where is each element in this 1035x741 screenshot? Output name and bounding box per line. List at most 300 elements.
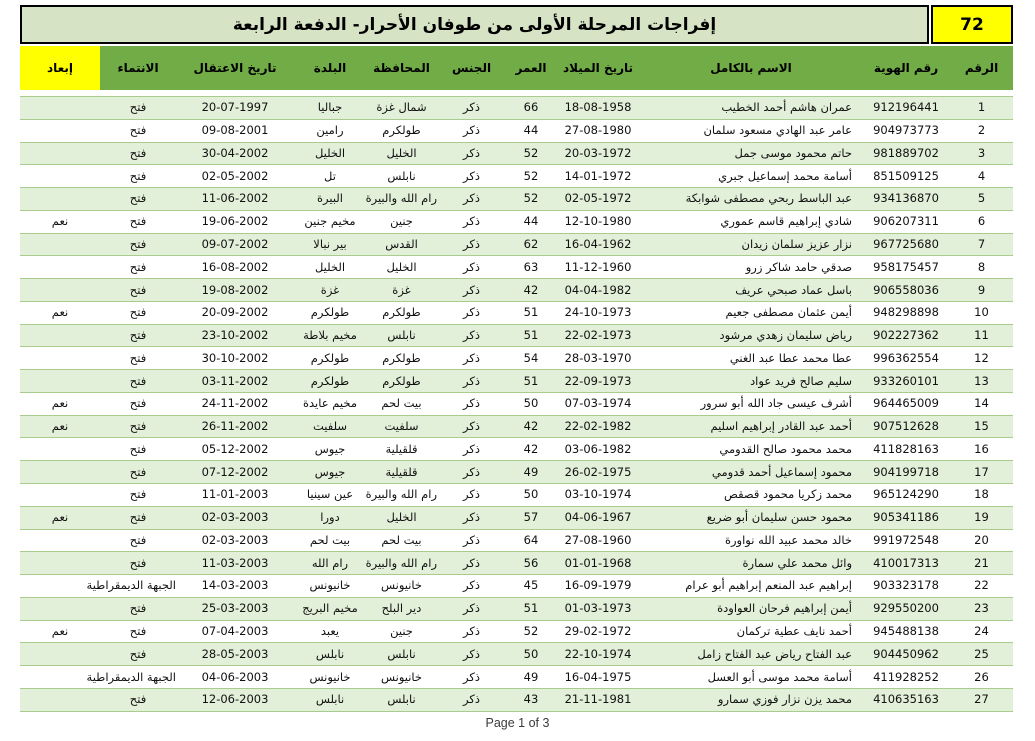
cell-age: 44 <box>523 123 539 138</box>
cell-town: مخيم بلاطة <box>303 328 357 343</box>
cell-num: 9 <box>977 282 986 297</box>
cell-gender: ذكر <box>463 236 480 251</box>
table-row <box>20 211 1013 234</box>
cell-town: مخيم جنين <box>304 214 356 229</box>
cell-town: البيرة <box>316 191 343 206</box>
cell-governorate: رام الله والبيرة <box>365 555 437 570</box>
cell-num: 24 <box>974 623 989 638</box>
cell-gender: ذكر <box>463 601 480 616</box>
table-row <box>20 666 1013 689</box>
cell-deport: نعم <box>51 396 69 411</box>
cell-gender: ذكر <box>463 555 480 570</box>
cell-num: 3 <box>977 145 986 160</box>
table-row <box>20 302 1013 325</box>
cell-governorate: خانيونس <box>380 669 423 684</box>
cell-id: 967725680 <box>873 236 939 251</box>
table-row <box>20 188 1013 211</box>
cell-governorate: بيت لحم <box>381 396 422 411</box>
cell-affiliation: فتح <box>129 441 147 456</box>
cell-num: 4 <box>977 168 986 183</box>
cell-affiliation: فتح <box>129 305 147 320</box>
cell-age: 42 <box>523 282 539 297</box>
cell-num: 26 <box>974 669 989 684</box>
table-row <box>20 97 1013 120</box>
cell-arrest: 02-03-2003 <box>201 510 269 525</box>
table-row <box>20 507 1013 530</box>
cell-arrest: 05-12-2002 <box>201 441 269 456</box>
cell-name: أسامة محمد إسماعيل جبري <box>718 168 852 183</box>
cell-affiliation: فتح <box>129 396 147 411</box>
page-title: إفراجات المرحلة الأولى من طوفان الأحرار- الدفعة الرابعة <box>20 5 929 44</box>
cell-age: 42 <box>523 441 539 456</box>
cell-id: 411828163 <box>873 441 939 456</box>
cell-arrest: 23-10-2002 <box>201 328 269 343</box>
cell-affiliation: فتح <box>129 328 147 343</box>
cell-governorate: قلقيلية <box>385 464 418 479</box>
cell-arrest: 14-03-2003 <box>201 578 269 593</box>
cell-governorate: بيت لحم <box>381 532 422 547</box>
cell-id: 906558036 <box>873 282 939 297</box>
cell-deport: نعم <box>51 510 69 525</box>
cell-name: أيمن عثمان مصطفى جعيم <box>725 305 852 320</box>
cell-num: 19 <box>974 510 989 525</box>
cell-dob: 07-03-1974 <box>564 396 632 411</box>
cell-name: وائل محمد علي سمارة <box>742 555 852 570</box>
table-row <box>20 165 1013 188</box>
cell-town: سلفيت <box>312 419 348 434</box>
cell-affiliation: الجبهة الديمقراطية <box>86 578 176 593</box>
cell-governorate: شمال غزة <box>376 100 427 115</box>
cell-age: 52 <box>523 191 539 206</box>
cell-arrest: 24-11-2002 <box>201 396 269 411</box>
cell-num: 20 <box>974 532 989 547</box>
cell-arrest: 28-05-2003 <box>201 646 269 661</box>
cell-affiliation: فتح <box>129 168 147 183</box>
cell-deport: نعم <box>51 305 69 320</box>
cell-age: 44 <box>523 214 539 229</box>
cell-age: 51 <box>523 373 539 388</box>
cell-gender: ذكر <box>463 510 480 525</box>
cell-age: 50 <box>523 396 539 411</box>
cell-id: 411928252 <box>873 669 939 684</box>
cell-gender: ذكر <box>463 259 480 274</box>
cell-governorate: جنين <box>390 623 413 638</box>
cell-num: 12 <box>974 350 989 365</box>
cell-governorate: نابلس <box>387 646 416 661</box>
cell-affiliation: فتح <box>129 145 147 160</box>
cell-town: مخيم عايدة <box>303 396 357 411</box>
column-header-governorate: المحافظة <box>373 61 430 75</box>
cell-affiliation: فتح <box>129 646 147 661</box>
cell-town: رامين <box>316 123 344 138</box>
cell-governorate: الخليل <box>386 510 417 525</box>
cell-governorate: خانيونس <box>380 578 423 593</box>
cell-town: الخليل <box>314 259 346 274</box>
cell-dob: 21-11-1981 <box>564 692 632 707</box>
cell-affiliation: فتح <box>129 123 147 138</box>
cell-id: 958175457 <box>873 259 939 274</box>
cell-governorate: دير البلح <box>381 601 422 616</box>
cell-age: 43 <box>523 692 539 707</box>
column-header-age: العمر <box>515 61 547 75</box>
cell-town: خانيونس <box>309 578 351 593</box>
cell-arrest: 03-11-2002 <box>201 373 269 388</box>
cell-governorate: طولكرم <box>382 350 421 365</box>
cell-num: 18 <box>974 487 989 502</box>
cell-gender: ذكر <box>463 396 480 411</box>
cell-town: جيوس <box>314 464 346 479</box>
column-header-deport: إبعاد <box>20 46 100 90</box>
table-row <box>20 393 1013 416</box>
cell-dob: 22-02-1973 <box>564 328 632 343</box>
cell-affiliation: فتح <box>129 236 147 251</box>
cell-id: 964465009 <box>873 396 939 411</box>
cell-age: 52 <box>523 168 539 183</box>
cell-num: 14 <box>974 396 989 411</box>
cell-name: شادي إبراهيم قاسم عموري <box>720 214 852 229</box>
cell-gender: ذكر <box>463 532 480 547</box>
cell-name: حاتم محمود موسى جمل <box>734 145 852 160</box>
cell-id: 410635163 <box>873 692 939 707</box>
cell-affiliation: فتح <box>129 623 147 638</box>
cell-dob: 22-10-1974 <box>564 646 632 661</box>
cell-arrest: 30-04-2002 <box>201 145 269 160</box>
cell-age: 52 <box>523 623 539 638</box>
cell-age: 64 <box>523 532 539 547</box>
column-header-affiliation: الانتماء <box>117 61 159 75</box>
cell-id: 904450962 <box>873 646 939 661</box>
cell-affiliation: الجبهة الديمقراطية <box>86 669 176 684</box>
cell-arrest: 25-03-2003 <box>201 601 269 616</box>
table-row <box>20 416 1013 439</box>
cell-town: رام الله <box>311 555 349 570</box>
cell-town: عين سينيا <box>306 487 354 502</box>
cell-dob: 12-10-1980 <box>564 214 632 229</box>
cell-age: 54 <box>523 350 539 365</box>
cell-name: صدقي حامد شاكر زرو <box>745 259 852 274</box>
cell-deport: نعم <box>51 623 69 638</box>
cell-governorate: طولكرم <box>382 123 421 138</box>
cell-dob: 16-04-1975 <box>564 669 632 684</box>
cell-town: جباليا <box>317 100 343 115</box>
cell-dob: 18-08-1958 <box>564 100 632 115</box>
cell-name: عمران هاشم أحمد الخطيب <box>721 100 852 115</box>
cell-arrest: 09-07-2002 <box>201 236 269 251</box>
cell-name: باسل عماد صبحي عريف <box>735 282 852 297</box>
cell-gender: ذكر <box>463 692 480 707</box>
cell-affiliation: فتح <box>129 692 147 707</box>
table-row <box>20 347 1013 370</box>
cell-gender: ذكر <box>463 373 480 388</box>
cell-gender: ذكر <box>463 282 480 297</box>
cell-id: 945488138 <box>873 623 939 638</box>
cell-arrest: 20-07-1997 <box>201 100 269 115</box>
table-row <box>20 530 1013 553</box>
cell-name: عطا محمد عطا عبد الغني <box>729 350 852 365</box>
cell-town: طولكرم <box>310 305 350 320</box>
cell-name: أشرف عيسى جاد الله أبو سرور <box>700 396 852 411</box>
cell-num: 25 <box>974 646 989 661</box>
cell-governorate: رام الله والبيرة <box>365 191 437 206</box>
cell-gender: ذكر <box>463 623 480 638</box>
cell-affiliation: فتح <box>129 214 147 229</box>
cell-num: 16 <box>974 441 989 456</box>
cell-num: 11 <box>974 328 989 343</box>
cell-id: 410017313 <box>873 555 939 570</box>
cell-gender: ذكر <box>463 191 480 206</box>
cell-age: 66 <box>523 100 539 115</box>
cell-dob: 26-02-1975 <box>564 464 632 479</box>
cell-affiliation: فتح <box>129 259 147 274</box>
cell-gender: ذكر <box>463 441 480 456</box>
cell-dob: 03-06-1982 <box>564 441 632 456</box>
cell-dob: 04-06-1967 <box>564 510 632 525</box>
cell-id: 907512628 <box>873 419 939 434</box>
cell-num: 8 <box>977 259 986 274</box>
column-header-arrest: تاريخ الاعتقال <box>193 61 277 75</box>
table-row <box>20 438 1013 461</box>
cell-arrest: 20-09-2002 <box>201 305 269 320</box>
cell-arrest: 09-08-2001 <box>201 123 269 138</box>
cell-num: 15 <box>974 419 989 434</box>
column-header-name: الاسم بالكامل <box>710 61 792 75</box>
table-row <box>20 234 1013 257</box>
cell-id: 948298898 <box>873 305 939 320</box>
cell-arrest: 02-05-2002 <box>201 168 269 183</box>
cell-dob: 03-10-1974 <box>564 487 632 502</box>
cell-id: 991972548 <box>873 532 939 547</box>
cell-town: مخيم البريج <box>302 601 358 616</box>
cell-town: دورا <box>320 510 340 525</box>
cell-gender: ذكر <box>463 123 480 138</box>
cell-governorate: قلقيلية <box>385 441 418 456</box>
column-header-dob: تاريخ الميلاد <box>562 61 634 75</box>
cell-id: 934136870 <box>873 191 939 206</box>
cell-town: خانيونس <box>309 669 351 684</box>
column-header-id: رقم الهوية <box>873 61 939 75</box>
cell-affiliation: فتح <box>129 191 147 206</box>
cell-name: رياض سليمان زهدي مرشود <box>719 328 852 343</box>
count-badge: 72 <box>931 5 1013 44</box>
cell-town: بيت لحم <box>309 532 351 547</box>
cell-arrest: 07-12-2002 <box>201 464 269 479</box>
cell-town: نابلس <box>315 692 345 707</box>
column-header-gender: الجنس <box>451 61 492 75</box>
table-row <box>20 325 1013 348</box>
cell-id: 996362554 <box>873 350 939 365</box>
cell-age: 52 <box>523 145 539 160</box>
table-row <box>20 461 1013 484</box>
cell-governorate: الخليل <box>386 259 417 274</box>
cell-gender: ذكر <box>463 168 480 183</box>
cell-governorate: رام الله والبيرة <box>365 487 437 502</box>
cell-age: 50 <box>523 487 539 502</box>
cell-arrest: 26-11-2002 <box>201 419 269 434</box>
cell-dob: 11-12-1960 <box>564 259 632 274</box>
cell-age: 49 <box>523 464 539 479</box>
cell-age: 50 <box>523 646 539 661</box>
cell-gender: ذكر <box>463 646 480 661</box>
cell-age: 57 <box>523 510 539 525</box>
cell-deport: نعم <box>51 419 69 434</box>
table-row <box>20 598 1013 621</box>
cell-town: طولكرم <box>310 350 350 365</box>
cell-name: خالد محمد عبيد الله نواورة <box>724 532 852 547</box>
cell-town: طولكرم <box>310 373 350 388</box>
cell-town: الخليل <box>314 145 346 160</box>
table-row <box>20 279 1013 302</box>
cell-affiliation: فتح <box>129 510 147 525</box>
cell-id: 903323178 <box>873 578 939 593</box>
cell-governorate: نابلس <box>387 328 416 343</box>
cell-arrest: 11-06-2002 <box>201 191 269 206</box>
cell-age: 49 <box>523 669 539 684</box>
cell-id: 904199718 <box>873 464 939 479</box>
column-header-town: البلدة <box>313 61 347 75</box>
table-row <box>20 621 1013 644</box>
cell-id: 933260101 <box>873 373 939 388</box>
cell-dob: 22-09-1973 <box>564 373 632 388</box>
cell-gender: ذكر <box>463 214 480 229</box>
cell-name: عامر عبد الهادي مسعود سلمان <box>703 123 852 138</box>
cell-num: 22 <box>974 578 989 593</box>
cell-gender: ذكر <box>463 578 480 593</box>
cell-arrest: 19-08-2002 <box>201 282 269 297</box>
cell-name: محمود حسن سليمان أبو ضريع <box>706 510 852 525</box>
cell-governorate: جنين <box>390 214 413 229</box>
cell-arrest: 11-01-2003 <box>201 487 269 502</box>
page-footer: Page 1 of 3 <box>485 716 550 730</box>
cell-num: 7 <box>977 236 986 251</box>
title-bar <box>20 5 1013 44</box>
cell-gender: ذكر <box>463 100 480 115</box>
cell-town: نابلس <box>315 646 345 661</box>
cell-gender: ذكر <box>463 464 480 479</box>
cell-affiliation: فتح <box>129 464 147 479</box>
cell-affiliation: فتح <box>129 350 147 365</box>
cell-num: 2 <box>977 123 986 138</box>
cell-name: عبد الفتاح رياض عبد الفتاح زامل <box>697 646 852 661</box>
cell-affiliation: فتح <box>129 373 147 388</box>
cell-deport: نعم <box>51 214 69 229</box>
cell-governorate: القدس <box>385 236 418 251</box>
cell-age: 62 <box>523 236 539 251</box>
cell-name: سليم صالح فريد عواد <box>750 373 852 388</box>
table-row <box>20 643 1013 666</box>
cell-age: 51 <box>523 305 539 320</box>
cell-arrest: 04-06-2003 <box>201 669 269 684</box>
cell-name: محمود إسماعيل أحمد قدومي <box>711 464 852 479</box>
cell-dob: 04-04-1982 <box>564 282 632 297</box>
cell-name: أيمن إبراهيم فرحان العواودة <box>717 601 852 616</box>
cell-arrest: 11-03-2003 <box>201 555 269 570</box>
cell-num: 21 <box>974 555 989 570</box>
cell-id: 929550200 <box>873 601 939 616</box>
cell-affiliation: فتح <box>129 532 147 547</box>
cell-name: عبد الباسط ربحي مصطفى شوابكة <box>685 191 852 206</box>
table-row <box>20 143 1013 166</box>
cell-age: 42 <box>523 419 539 434</box>
cell-arrest: 07-04-2003 <box>201 623 269 638</box>
table-row <box>20 120 1013 143</box>
cell-arrest: 16-08-2002 <box>201 259 269 274</box>
cell-dob: 01-03-1973 <box>564 601 632 616</box>
cell-town: غزة <box>320 282 340 297</box>
cell-governorate: نابلس <box>387 692 416 707</box>
cell-num: 13 <box>974 373 989 388</box>
cell-town: بير نبالا <box>313 236 347 251</box>
cell-name: نزار عزيز سلمان زيدان <box>741 236 852 251</box>
cell-governorate: غزة <box>392 282 411 297</box>
cell-dob: 29-02-1972 <box>564 623 632 638</box>
cell-id: 912196441 <box>873 100 939 115</box>
cell-age: 51 <box>523 328 539 343</box>
cell-dob: 28-03-1970 <box>564 350 632 365</box>
header-row <box>20 46 1013 90</box>
cell-town: جيوس <box>314 441 346 456</box>
cell-arrest: 12-06-2003 <box>201 692 269 707</box>
table-row <box>20 689 1013 712</box>
cell-name: أحمد نايف عطية تركمان <box>736 623 852 638</box>
table-body <box>20 96 1013 712</box>
cell-num: 1 <box>977 100 986 115</box>
table-row <box>20 575 1013 598</box>
table-row <box>20 370 1013 393</box>
cell-dob: 20-03-1972 <box>564 145 632 160</box>
cell-affiliation: فتح <box>129 100 147 115</box>
cell-gender: ذكر <box>463 350 480 365</box>
cell-dob: 01-01-1968 <box>564 555 632 570</box>
cell-dob: 22-02-1982 <box>564 419 632 434</box>
cell-num: 17 <box>974 464 989 479</box>
cell-num: 23 <box>974 601 989 616</box>
cell-dob: 16-09-1979 <box>564 578 632 593</box>
cell-id: 851509125 <box>873 168 939 183</box>
cell-name: محمد يزن نزار فوزي سمارو <box>717 692 852 707</box>
cell-gender: ذكر <box>463 328 480 343</box>
cell-gender: ذكر <box>463 487 480 502</box>
cell-id: 905341186 <box>873 510 939 525</box>
table-row <box>20 256 1013 279</box>
cell-age: 51 <box>523 601 539 616</box>
column-header-num: الرقم <box>964 61 999 75</box>
cell-town: يعبد <box>320 623 340 638</box>
cell-arrest: 02-03-2003 <box>201 532 269 547</box>
cell-age: 56 <box>523 555 539 570</box>
cell-id: 902227362 <box>873 328 939 343</box>
cell-gender: ذكر <box>463 305 480 320</box>
cell-dob: 16-04-1962 <box>564 236 632 251</box>
cell-affiliation: فتح <box>129 282 147 297</box>
cell-num: 10 <box>974 305 989 320</box>
cell-num: 27 <box>974 692 989 707</box>
cell-age: 45 <box>523 578 539 593</box>
cell-governorate: الخليل <box>386 145 417 160</box>
cell-gender: ذكر <box>463 145 480 160</box>
cell-governorate: نابلس <box>387 168 416 183</box>
cell-num: 6 <box>977 214 986 229</box>
cell-affiliation: فتح <box>129 601 147 616</box>
cell-dob: 27-08-1960 <box>564 532 632 547</box>
cell-arrest: 19-06-2002 <box>201 214 269 229</box>
cell-id: 906207311 <box>873 214 939 229</box>
cell-affiliation: فتح <box>129 419 147 434</box>
cell-name: محمد محمود صالح القدومي <box>719 441 852 456</box>
cell-name: أحمد عبد القادر إبراهيم اسليم <box>710 419 852 434</box>
cell-id: 904973773 <box>873 123 939 138</box>
cell-gender: ذكر <box>463 669 480 684</box>
cell-id: 981889702 <box>873 145 939 160</box>
